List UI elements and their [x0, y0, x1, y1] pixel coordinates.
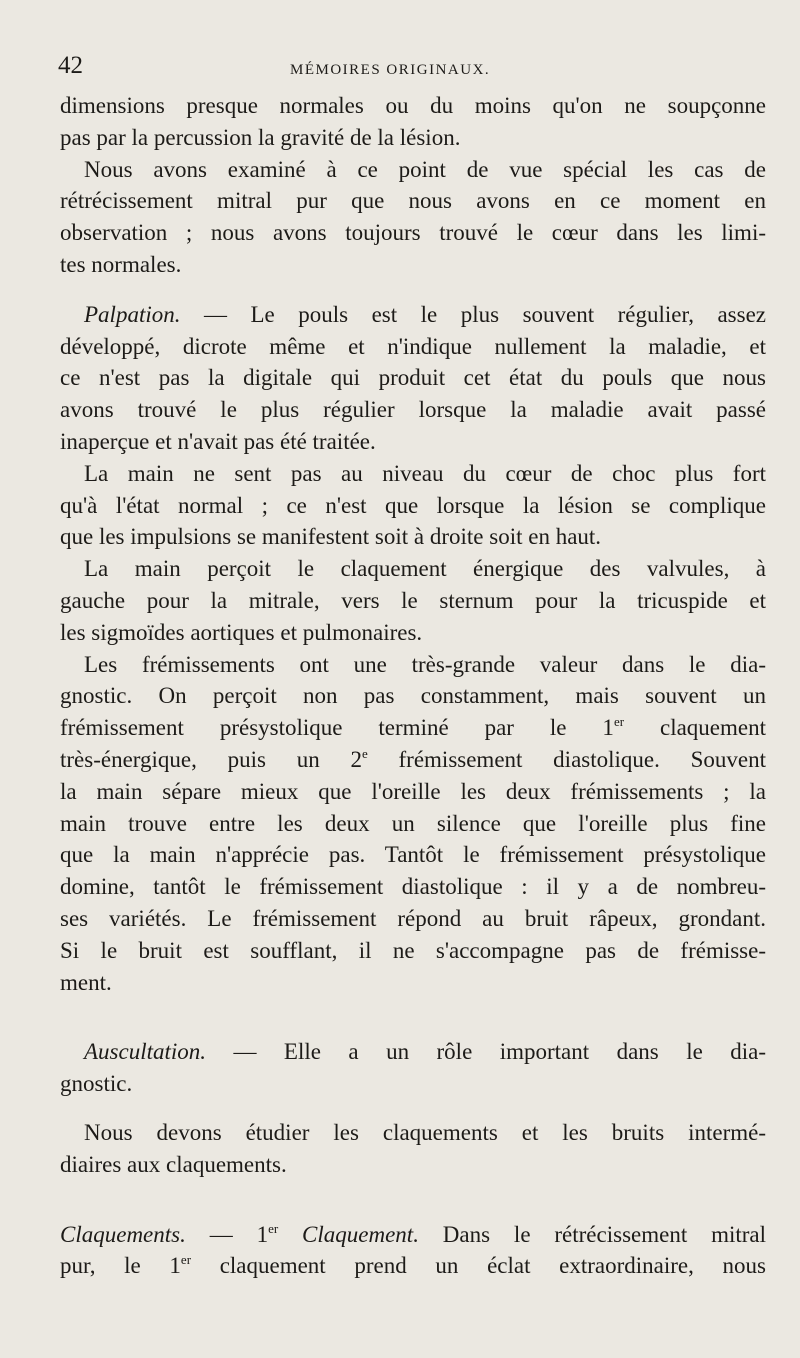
superscript: e: [361, 745, 368, 761]
text-line: pas par la percussion la gravité de la lésion.: [60, 124, 461, 150]
page-body: [60, 90, 766, 1282]
text-line: diaires aux claquements.: [60, 1151, 287, 1177]
text-line: [60, 299, 766, 331]
text-line: ce n'est pas la digitale qui produit cet état du pouls que nous: [60, 365, 766, 391]
text-line: gauche pour la mitrale, vers le sternum pour la tricuspide et: [60, 587, 766, 613]
section-heading-claquements: Claquements.: [60, 1221, 186, 1247]
text-line: gnostic.: [60, 1071, 133, 1097]
superscript: er: [268, 1220, 279, 1236]
text-line: [60, 712, 766, 744]
text-span: — 1: [185, 1221, 269, 1247]
text-line: gnostic. On perçoit non pas constamment, mais souvent un: [60, 683, 766, 709]
text-line: que la main n'apprécie pas. Tantôt le frémissement présystolique: [60, 842, 766, 868]
text-line: Les frémissements ont une très-grande valeur dans le dia-: [84, 651, 766, 677]
page-header: [58, 50, 758, 90]
page-number: 42: [58, 52, 83, 79]
text-line: main trouve entre les deux un silence que l'oreille plus fine: [60, 810, 766, 836]
text-span: claquement: [624, 715, 766, 741]
text-line: Nous devons étudier les claquements et les bruits intermé-: [84, 1119, 766, 1145]
text-span: Dans le rétrécissement mitral: [418, 1221, 767, 1247]
superscript: er: [180, 1252, 192, 1268]
text-line: ment.: [60, 969, 112, 995]
text-line: [60, 1219, 766, 1251]
text-line: La main perçoit le claquement énergique des valvules, à: [84, 556, 766, 582]
text-line: rétrécissement mitral pur que nous avons en ce moment en: [60, 188, 766, 214]
text-line: [60, 744, 766, 776]
text-line: qu'à l'état normal ; ce n'est que lorsque la lésion se complique: [60, 492, 766, 518]
text-line: La main ne sent pas au niveau du cœur de choc plus fort: [84, 460, 766, 486]
text-span: — Elle a un rôle important dans le dia-: [233, 1039, 767, 1065]
text-span: claquement prend un éclat extraordinaire, nous: [191, 1253, 766, 1279]
text-line: dimensions presque normales ou du moins qu'on ne soupçonne: [60, 93, 766, 118]
text-line: domine, tantôt le frémissement diastolique : il y a de nombreu-: [60, 874, 766, 900]
text-span: pur, le 1: [60, 1253, 181, 1279]
text-span: — Le pouls est le plus souvent régulier, assez: [203, 301, 766, 327]
text-line: développé, dicrote même et n'indique nullement la maladie, et: [60, 333, 766, 359]
text-line: ses variétés. Le frémissement répond au bruit râpeux, grondant.: [60, 905, 766, 931]
section-heading-palpation: Palpation.: [84, 301, 181, 327]
running-title: MÉMOIRES ORIGINAUX.: [290, 62, 491, 78]
text-line: Si le bruit est soufflant, il ne s'accompagne pas de frémisse-: [60, 937, 766, 963]
text-line: observation ; nous avons toujours trouvé le cœur dans les limi-: [60, 220, 766, 246]
text-line: inaperçue et n'avait pas été traitée.: [60, 428, 376, 454]
text-span: très-énergique, puis un 2: [60, 746, 362, 772]
text-line: [60, 1250, 766, 1282]
text-line: tes normales.: [60, 251, 182, 277]
text-line: [60, 1036, 766, 1068]
superscript: er: [613, 714, 625, 730]
text-line: Nous avons examiné à ce point de vue spécial les cas de: [84, 156, 766, 182]
section-heading-auscultation: Auscultation.: [84, 1039, 207, 1065]
text-line: les sigmoïdes aortiques et pulmonaires.: [60, 619, 423, 645]
text-line: avons trouvé le plus régulier lorsque la maladie avait passé: [60, 397, 766, 423]
text-line: la main sépare mieux que l'oreille les deux frémissements ; la: [60, 778, 766, 804]
text-span: frémissement diastolique. Souvent: [367, 746, 766, 772]
text-span: frémissement présystolique terminé par le 1: [60, 715, 614, 741]
subsection-heading: Claquement.: [278, 1221, 419, 1247]
text-line: que les impulsions se manifestent soit à droite soit en haut.: [60, 524, 602, 550]
